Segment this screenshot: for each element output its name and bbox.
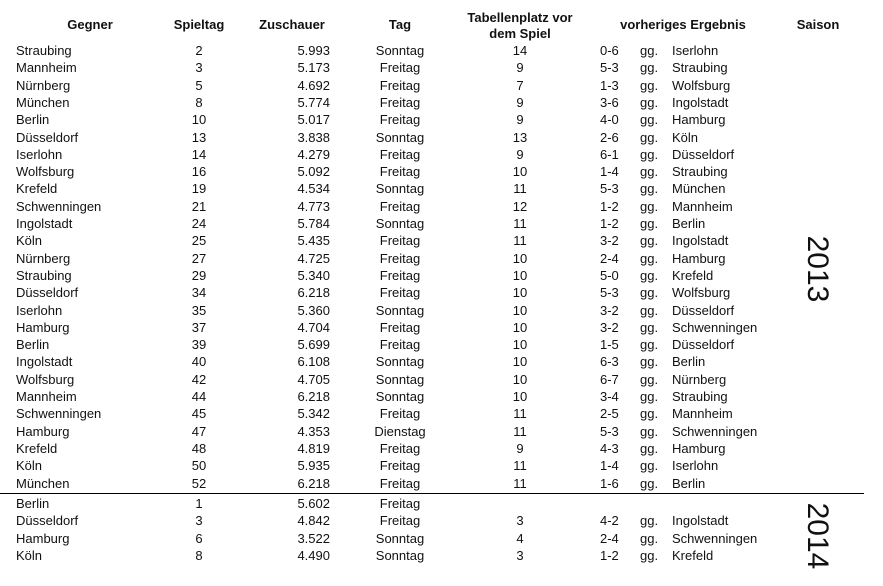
cell-tag: Sonntag	[375, 302, 425, 318]
season-label-2013: 2013	[801, 235, 834, 303]
cell-spieltag: 35	[191, 302, 207, 318]
season-divider	[0, 493, 864, 494]
cell-tag: Freitag	[379, 112, 421, 128]
cell-tag: Freitag	[379, 60, 421, 76]
cell-gg: gg.	[640, 319, 659, 335]
cell-tabellenplatz: 10	[512, 267, 528, 283]
cell-tabellenplatz: 10	[512, 250, 528, 266]
table-row	[0, 423, 883, 440]
cell-prev-opponent: Krefeld	[672, 267, 714, 283]
cell-score: 5-0	[600, 267, 619, 283]
cell-gegner: Schwenningen	[16, 406, 102, 422]
table-row	[0, 530, 883, 547]
cell-score: 3-2	[600, 233, 619, 249]
cell-gegner: Ingolstadt	[16, 354, 73, 370]
cell-prev-opponent: Mannheim	[672, 198, 733, 214]
cell-spieltag: 34	[191, 285, 207, 301]
cell-gg: gg.	[640, 198, 659, 214]
cell-score: 5-3	[600, 423, 619, 439]
cell-tag: Sonntag	[375, 371, 425, 387]
table-row	[0, 250, 883, 267]
cell-prev-opponent: Straubing	[672, 164, 728, 180]
cell-tabellenplatz: 7	[516, 77, 524, 93]
cell-gegner: Wolfsburg	[16, 164, 75, 180]
cell-score: 1-4	[600, 164, 619, 180]
cell-spieltag: 40	[191, 354, 207, 370]
cell-prev-opponent: Berlin	[672, 216, 706, 231]
cell-prev-opponent: Iserlohn	[672, 458, 719, 474]
cell-spieltag: 3	[195, 60, 203, 76]
cell-tabellenplatz: 10	[512, 337, 528, 353]
cell-prev-opponent: München	[672, 181, 726, 197]
cell-score: 4-0	[600, 112, 619, 128]
cell-zuschauer: 4.353	[297, 423, 330, 439]
cell-tabellenplatz: 9	[516, 94, 524, 110]
cell-tag: Freitag	[379, 94, 421, 110]
cell-gegner: Straubing	[16, 43, 72, 58]
cell-gegner: Nürnberg	[16, 250, 71, 266]
cell-score: 3-2	[600, 319, 619, 335]
table-row	[0, 371, 883, 388]
cell-tabellenplatz: 9	[516, 146, 524, 162]
cell-gegner: Nürnberg	[16, 77, 71, 93]
cell-gg: gg.	[640, 94, 659, 110]
table-row	[0, 59, 883, 76]
cell-spieltag: 25	[191, 233, 207, 249]
cell-tag: Sonntag	[375, 181, 425, 197]
cell-prev-opponent: Berlin	[672, 475, 706, 491]
table-row	[0, 111, 883, 128]
cell-tabellenplatz: 10	[512, 302, 528, 318]
cell-gegner: Düsseldorf	[16, 129, 79, 145]
cell-tabellenplatz: 10	[512, 164, 528, 180]
cell-tabellenplatz: 10	[512, 389, 528, 404]
header-spieltag: Spieltag	[173, 17, 225, 32]
cell-prev-opponent: Straubing	[672, 60, 728, 76]
cell-zuschauer: 5.699	[297, 337, 330, 353]
header-tag: Tag	[388, 17, 412, 32]
cell-gg: gg.	[640, 423, 659, 439]
cell-tag: Freitag	[379, 233, 421, 249]
cell-zuschauer: 5.935	[297, 458, 330, 474]
table-row	[0, 284, 883, 301]
cell-prev-opponent: Mannheim	[672, 406, 733, 422]
cell-spieltag: 29	[191, 267, 207, 283]
cell-prev-opponent: Köln	[672, 129, 699, 145]
cell-tag: Sonntag	[375, 43, 425, 58]
table-row	[0, 129, 883, 146]
cell-gg: gg.	[640, 354, 659, 370]
cell-gg: gg.	[640, 475, 659, 491]
cell-gegner: Berlin	[16, 496, 50, 511]
table-row	[0, 163, 883, 180]
cell-prev-opponent: Wolfsburg	[672, 77, 731, 93]
cell-tag: Freitag	[379, 406, 421, 422]
cell-zuschauer: 5.602	[297, 496, 330, 511]
cell-zuschauer: 5.435	[297, 233, 330, 249]
cell-spieltag: 44	[191, 389, 207, 404]
cell-zuschauer: 4.534	[297, 181, 330, 197]
cell-prev-opponent: Nürnberg	[672, 371, 727, 387]
cell-spieltag: 10	[191, 112, 207, 128]
cell-prev-opponent: Krefeld	[672, 548, 714, 564]
cell-score: 1-3	[600, 77, 619, 93]
cell-zuschauer: 4.704	[297, 319, 330, 335]
cell-score: 4-2	[600, 513, 619, 529]
cell-zuschauer: 5.342	[297, 406, 330, 422]
cell-score: 5-3	[600, 285, 619, 301]
header-vorheriges-ergebnis: vorheriges Ergebnis	[620, 17, 746, 32]
table-row	[0, 42, 883, 59]
cell-tag: Freitag	[379, 458, 421, 474]
cell-score: 5-3	[600, 60, 619, 76]
cell-score: 1-2	[600, 216, 619, 231]
cell-score: 3-4	[600, 389, 619, 404]
cell-gg: gg.	[640, 181, 659, 197]
cell-score: 2-5	[600, 406, 619, 422]
cell-gegner: Krefeld	[16, 440, 58, 456]
cell-tabellenplatz: 11	[513, 475, 527, 491]
cell-score: 6-7	[600, 371, 619, 387]
cell-tag: Sonntag	[375, 129, 425, 145]
cell-prev-opponent: Düsseldorf	[672, 302, 735, 318]
cell-gg: gg.	[640, 530, 659, 546]
cell-score: 6-3	[600, 354, 619, 370]
cell-tabellenplatz: 14	[512, 43, 528, 58]
table-row	[0, 336, 883, 353]
cell-spieltag: 50	[191, 458, 207, 474]
cell-gg: gg.	[640, 77, 659, 93]
cell-gg: gg.	[640, 250, 659, 266]
cell-score: 6-1	[600, 146, 619, 162]
cell-gg: gg.	[640, 112, 659, 128]
table-row	[0, 388, 883, 405]
cell-spieltag: 39	[191, 337, 207, 353]
cell-tabellenplatz: 12	[512, 198, 528, 214]
cell-tabellenplatz: 4	[516, 530, 524, 546]
cell-spieltag: 42	[191, 371, 207, 387]
cell-gegner: Köln	[16, 458, 43, 474]
cell-zuschauer: 6.218	[297, 389, 330, 404]
cell-gg: gg.	[640, 43, 659, 58]
cell-tag: Sonntag	[375, 389, 425, 404]
cell-prev-opponent: Hamburg	[672, 440, 726, 456]
cell-spieltag: 13	[191, 129, 207, 145]
cell-spieltag: 47	[191, 423, 207, 439]
cell-gegner: Düsseldorf	[16, 513, 79, 529]
table-row	[0, 353, 883, 370]
cell-tabellenplatz: 10	[512, 354, 528, 370]
cell-gg: gg.	[640, 337, 659, 353]
cell-spieltag: 48	[191, 440, 207, 456]
cell-zuschauer: 4.490	[297, 548, 330, 564]
cell-gegner: München	[16, 94, 70, 110]
cell-spieltag: 8	[195, 94, 203, 110]
cell-tabellenplatz: 9	[516, 440, 524, 456]
cell-tag: Freitag	[379, 198, 421, 214]
cell-tag: Freitag	[379, 285, 421, 301]
cell-spieltag: 14	[191, 146, 207, 162]
cell-gegner: Iserlohn	[16, 146, 63, 162]
cell-prev-opponent: Düsseldorf	[672, 337, 735, 353]
cell-spieltag: 45	[191, 406, 207, 422]
cell-score: 4-3	[600, 440, 619, 456]
table-row	[0, 232, 883, 249]
cell-zuschauer: 4.773	[297, 198, 330, 214]
cell-tag: Freitag	[379, 77, 421, 93]
cell-spieltag: 19	[191, 181, 207, 197]
cell-score: 2-4	[600, 250, 619, 266]
cell-zuschauer: 4.705	[297, 371, 330, 387]
cell-gegner: Köln	[16, 548, 43, 564]
cell-gg: gg.	[640, 146, 659, 162]
cell-tag: Sonntag	[375, 354, 425, 370]
cell-zuschauer: 6.218	[297, 475, 330, 491]
cell-gg: gg.	[640, 233, 659, 249]
cell-score: 3-2	[600, 302, 619, 318]
cell-spieltag: 1	[195, 496, 203, 511]
header-gegner: Gegner	[67, 17, 113, 32]
cell-gg: gg.	[640, 285, 659, 301]
table-row	[0, 512, 883, 529]
table-row	[0, 319, 883, 336]
cell-score: 0-6	[600, 43, 619, 58]
cell-gg: gg.	[640, 440, 659, 456]
cell-tabellenplatz: 11	[513, 233, 527, 249]
cell-zuschauer: 4.279	[297, 146, 330, 162]
cell-tabellenplatz: 11	[513, 216, 527, 231]
cell-prev-opponent: Ingolstadt	[672, 94, 729, 110]
cell-spieltag: 24	[191, 216, 207, 231]
table-row	[0, 198, 883, 215]
cell-tag: Freitag	[379, 267, 421, 283]
cell-gg: gg.	[640, 513, 659, 529]
table-row	[0, 440, 883, 457]
table-row	[0, 94, 883, 111]
cell-zuschauer: 3.838	[297, 129, 330, 145]
cell-tabellenplatz: 3	[516, 548, 524, 564]
table-row	[0, 146, 883, 163]
cell-zuschauer: 5.173	[297, 60, 330, 76]
cell-gegner: Straubing	[16, 267, 72, 283]
cell-tag: Freitag	[379, 164, 421, 180]
header-tabellenplatz: Tabellenplatz vor dem Spiel	[467, 10, 573, 41]
cell-prev-opponent: Berlin	[672, 354, 706, 370]
cell-gegner: Iserlohn	[16, 302, 63, 318]
cell-spieltag: 37	[191, 319, 207, 335]
table-row	[0, 77, 883, 94]
cell-tag: Freitag	[379, 475, 421, 491]
cell-gegner: Mannheim	[16, 60, 77, 76]
cell-prev-opponent: Schwenningen	[672, 423, 758, 439]
cell-spieltag: 5	[195, 77, 203, 93]
cell-zuschauer: 4.819	[297, 440, 330, 456]
cell-spieltag: 6	[195, 530, 203, 546]
cell-gg: gg.	[640, 60, 659, 76]
table-row	[0, 267, 883, 284]
cell-zuschauer: 5.784	[297, 216, 330, 231]
cell-tabellenplatz: 13	[512, 129, 528, 145]
table-row	[0, 215, 883, 232]
cell-gegner: München	[16, 475, 70, 491]
cell-zuschauer: 6.218	[297, 285, 330, 301]
cell-zuschauer: 3.522	[297, 530, 330, 546]
cell-score: 2-6	[600, 129, 619, 145]
cell-zuschauer: 5.993	[297, 43, 330, 58]
cell-spieltag: 52	[191, 475, 207, 491]
cell-tag: Freitag	[379, 250, 421, 266]
cell-gegner: Hamburg	[16, 423, 70, 439]
cell-gg: gg.	[640, 267, 659, 283]
cell-gegner: Berlin	[16, 112, 50, 128]
cell-gg: gg.	[640, 406, 659, 422]
cell-gegner: Hamburg	[16, 319, 70, 335]
cell-prev-opponent: Hamburg	[672, 250, 726, 266]
cell-gegner: Berlin	[16, 337, 50, 353]
cell-tabellenplatz: 11	[513, 423, 527, 439]
cell-gg: gg.	[640, 302, 659, 318]
cell-tag: Freitag	[379, 513, 421, 529]
header-saison: Saison	[796, 17, 840, 32]
cell-gg: gg.	[640, 164, 659, 180]
cell-gg: gg.	[640, 458, 659, 474]
cell-prev-opponent: Straubing	[672, 389, 728, 404]
cell-gegner: Schwenningen	[16, 198, 102, 214]
table-row	[0, 457, 883, 474]
cell-tabellenplatz: 11	[513, 458, 527, 474]
cell-prev-opponent: Düsseldorf	[672, 146, 735, 162]
table-row	[0, 405, 883, 422]
cell-prev-opponent: Schwenningen	[672, 319, 758, 335]
cell-tabellenplatz: 10	[512, 319, 528, 335]
cell-zuschauer: 5.360	[297, 302, 330, 318]
cell-tag: Freitag	[379, 146, 421, 162]
cell-gegner: Mannheim	[16, 389, 77, 404]
cell-gegner: Ingolstadt	[16, 216, 73, 231]
cell-gg: gg.	[640, 216, 659, 231]
cell-gegner: Düsseldorf	[16, 285, 79, 301]
cell-tag: Freitag	[379, 337, 421, 353]
cell-tag: Sonntag	[375, 530, 425, 546]
cell-gg: gg.	[640, 389, 659, 404]
cell-gg: gg.	[640, 548, 659, 564]
cell-score: 1-5	[600, 337, 619, 353]
cell-zuschauer: 4.842	[297, 513, 330, 529]
cell-tabellenplatz: 11	[513, 406, 527, 422]
cell-zuschauer: 6.108	[297, 354, 330, 370]
cell-spieltag: 16	[191, 164, 207, 180]
cell-gegner: Hamburg	[16, 530, 70, 546]
cell-spieltag: 2	[195, 43, 203, 58]
table-row	[0, 180, 883, 197]
cell-gegner: Köln	[16, 233, 43, 249]
cell-gegner: Krefeld	[16, 181, 58, 197]
cell-score: 1-2	[600, 198, 619, 214]
cell-spieltag: 8	[195, 548, 203, 564]
cell-spieltag: 21	[191, 198, 207, 214]
cell-zuschauer: 5.092	[297, 164, 330, 180]
cell-spieltag: 27	[191, 250, 207, 266]
cell-tabellenplatz: 9	[516, 60, 524, 76]
table-row	[0, 302, 883, 319]
cell-zuschauer: 5.340	[297, 267, 330, 283]
cell-score: 1-2	[600, 548, 619, 564]
cell-gg: gg.	[640, 371, 659, 387]
table-row	[0, 475, 883, 492]
cell-score: 3-6	[600, 94, 619, 110]
cell-score: 5-3	[600, 181, 619, 197]
cell-prev-opponent: Ingolstadt	[672, 233, 729, 249]
cell-prev-opponent: Wolfsburg	[672, 285, 731, 301]
cell-tabellenplatz: 11	[513, 181, 527, 197]
season-label-2014: 2014	[801, 502, 834, 570]
header-zuschauer: Zuschauer	[259, 17, 325, 32]
cell-prev-opponent: Iserlohn	[672, 43, 719, 58]
cell-zuschauer: 4.692	[297, 77, 330, 93]
cell-tabellenplatz: 10	[512, 371, 528, 387]
cell-tag: Dienstag	[374, 423, 426, 439]
cell-tabellenplatz: 10	[512, 285, 528, 301]
cell-tabellenplatz: 3	[516, 513, 524, 529]
cell-prev-opponent: Hamburg	[672, 112, 726, 128]
cell-gg: gg.	[640, 129, 659, 145]
cell-tag: Sonntag	[375, 216, 425, 231]
cell-score: 2-4	[600, 530, 619, 546]
table-row	[0, 547, 883, 564]
cell-prev-opponent: Schwenningen	[672, 530, 758, 546]
cell-tag: Freitag	[379, 319, 421, 335]
cell-zuschauer: 5.017	[297, 112, 330, 128]
cell-tabellenplatz: 9	[516, 112, 524, 128]
cell-spieltag: 3	[195, 513, 203, 529]
cell-score: 1-4	[600, 458, 619, 474]
cell-gegner: Wolfsburg	[16, 371, 75, 387]
cell-prev-opponent: Ingolstadt	[672, 513, 729, 529]
cell-tag: Freitag	[379, 440, 421, 456]
table-row	[0, 495, 883, 512]
cell-tag: Freitag	[379, 496, 421, 511]
cell-zuschauer: 4.725	[297, 250, 330, 266]
cell-zuschauer: 5.774	[297, 94, 330, 110]
cell-score: 1-6	[600, 475, 619, 491]
cell-tag: Sonntag	[375, 548, 425, 564]
